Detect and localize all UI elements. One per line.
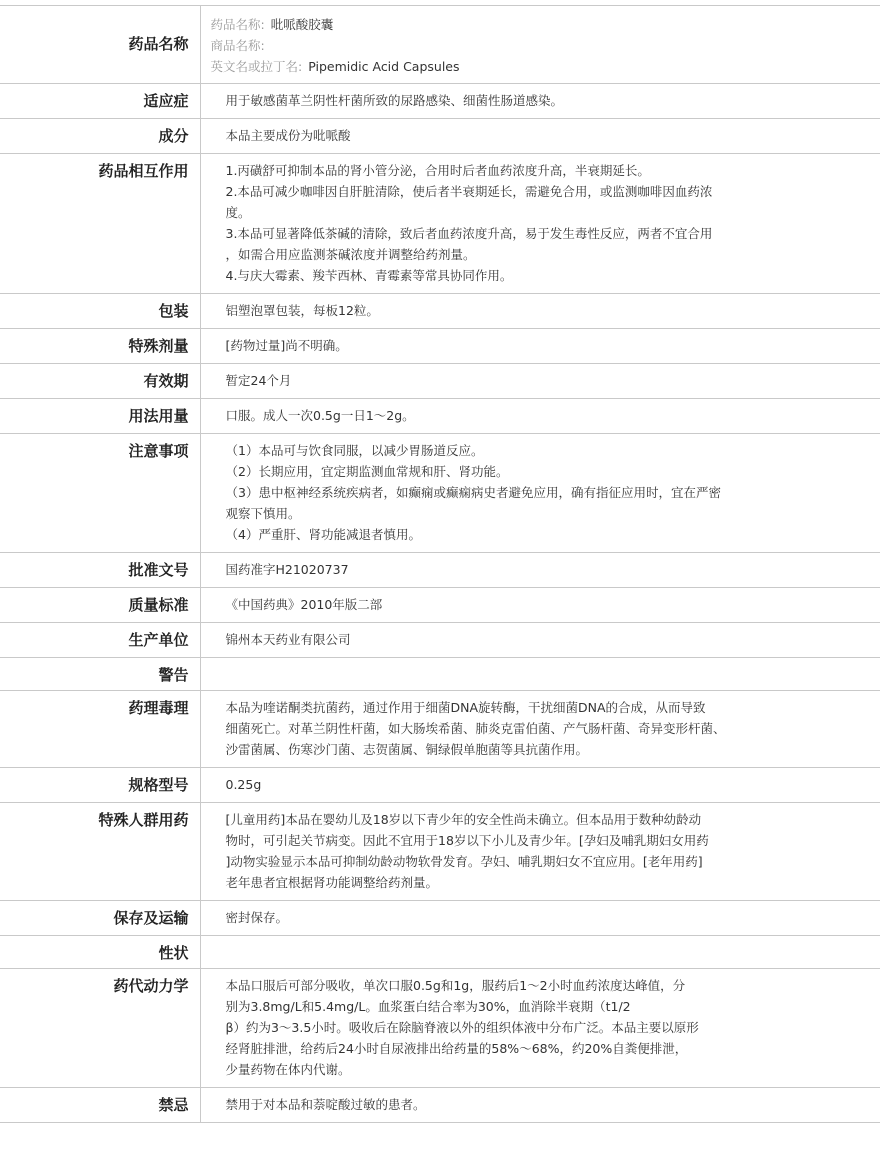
- row-value: [200, 434, 880, 553]
- row-label: 用法用量: [0, 399, 200, 434]
- value-line: [药物过量]尚不明确。: [225, 338, 348, 353]
- row-value: [200, 294, 880, 329]
- row-value: [200, 936, 880, 969]
- value-line: 用于敏感菌革兰阴性杆菌所致的尿路感染、细菌性肠道感染。: [225, 93, 564, 108]
- trade-name-line: [211, 35, 871, 56]
- row-approval: [0, 553, 880, 588]
- row-special-dose: [0, 329, 880, 364]
- row-label: 规格型号: [0, 768, 200, 803]
- value-line: 物时，可引起关节病变。因此不宜用于18岁以下小儿及青少年。[孕妇及哺乳期妇女用药: [225, 833, 709, 848]
- row-value: [200, 364, 880, 399]
- row-precautions: [0, 434, 880, 553]
- value-line: 国药准字H21020737: [225, 562, 349, 577]
- row-standard: [0, 588, 880, 623]
- row-warning: [0, 658, 880, 691]
- empty-value: [226, 664, 871, 683]
- row-label: 药品相互作用: [0, 154, 200, 294]
- english-name-value: Pipemidic Acid Capsules: [308, 59, 460, 74]
- value-line: 暂定24个月: [225, 373, 292, 388]
- value-line: 本品为喹诺酮类抗菌药，通过作用于细菌DNA旋转酶，干扰细菌DNA的合成，从而导致: [225, 700, 706, 715]
- row-label: 保存及运输: [0, 901, 200, 936]
- row-label: 药品名称: [0, 6, 200, 84]
- value-line: 4.与庆大霉素、羧苄西林、青霉素等常具协同作用。: [225, 268, 513, 283]
- row-appearance: [0, 936, 880, 969]
- row-value: [200, 1088, 880, 1123]
- row-drug-name: [0, 6, 880, 84]
- row-label: 生产单位: [0, 623, 200, 658]
- value-line: 沙雷菌属、伤寒沙门菌、志贺菌属、铜绿假单胞菌等具抗菌作用。: [225, 742, 589, 757]
- value-line: 2.本品可减少咖啡因自肝脏清除，使后者半衰期延长，需避免合用，或监测咖啡因血药浓: [225, 184, 713, 199]
- value-line: （1）本品可与饮食同服，以减少胃肠道反应。: [225, 443, 484, 458]
- value-line: 铝塑泡罩包装，每板12粒。: [225, 303, 379, 318]
- row-label: 特殊剂量: [0, 329, 200, 364]
- row-label: 性状: [0, 936, 200, 969]
- drug-name-cell: [200, 6, 880, 84]
- row-special-population: [0, 803, 880, 901]
- row-indications: [0, 84, 880, 119]
- value-line: β）约为3～3.5小时。吸收后在除脑脊液以外的组织体液中分布广泛。本品主要以原形: [225, 1020, 699, 1035]
- row-label: 包装: [0, 294, 200, 329]
- value-line: ，如需合用应监测茶碱浓度并调整给药剂量。: [225, 247, 476, 262]
- value-line: 锦州本天药业有限公司: [225, 632, 351, 647]
- row-value: [200, 803, 880, 901]
- value-line: 口服。成人一次0.5g一日1～2g。: [225, 408, 415, 423]
- value-line: 3.本品可显著降低茶碱的清除，致后者血药浓度升高，易于发生毒性反应，两者不宜合用: [225, 226, 713, 241]
- english-name-label: 英文名或拉丁名:: [210, 59, 303, 74]
- row-pharmacology: [0, 691, 880, 768]
- generic-name-line: [211, 14, 871, 35]
- row-value: [200, 901, 880, 936]
- row-contraindications: [0, 1088, 880, 1123]
- row-label: 药理毒理: [0, 691, 200, 768]
- row-value: [200, 588, 880, 623]
- row-label: 特殊人群用药: [0, 803, 200, 901]
- row-label: 药代动力学: [0, 969, 200, 1088]
- value-line: 别为3.8mg/L和5.4mg/L。血浆蛋白结合率为30%，血消除半衰期（t1/2: [225, 999, 631, 1014]
- row-composition: [0, 119, 880, 154]
- row-spec: [0, 768, 880, 803]
- value-line: 0.25g: [225, 777, 262, 792]
- row-value: [200, 553, 880, 588]
- empty-value: [226, 942, 871, 961]
- row-pharmacokinetics: [0, 969, 880, 1088]
- row-value: [200, 84, 880, 119]
- row-value: [200, 623, 880, 658]
- value-line: 1.丙磺舒可抑制本品的肾小管分泌，合用时后者血药浓度升高，半衰期延长。: [225, 163, 650, 178]
- row-label: 成分: [0, 119, 200, 154]
- row-value: [200, 119, 880, 154]
- row-label: 批准文号: [0, 553, 200, 588]
- row-package: [0, 294, 880, 329]
- value-line: 少量药物在体内代谢。: [225, 1062, 351, 1077]
- value-line: 经肾脏排泄，给药后24小时自尿液排出给药量的58%～68%，约20%自粪便排泄，: [225, 1041, 688, 1056]
- row-value: [200, 969, 880, 1088]
- value-line: 老年患者宜根据肾功能调整给药剂量。: [225, 875, 439, 890]
- generic-name-value: 吡哌酸胶囊: [270, 17, 334, 32]
- drug-spec-table: [0, 5, 880, 1123]
- value-line: 本品主要成份为吡哌酸: [225, 128, 351, 143]
- row-label: 注意事项: [0, 434, 200, 553]
- english-name-line: [211, 56, 871, 77]
- row-value: [200, 329, 880, 364]
- row-expiry: [0, 364, 880, 399]
- row-label: 禁忌: [0, 1088, 200, 1123]
- row-value: [200, 399, 880, 434]
- row-label: 适应症: [0, 84, 200, 119]
- row-value: [200, 658, 880, 691]
- row-storage: [0, 901, 880, 936]
- value-line: 细菌死亡。对革兰阴性杆菌，如大肠埃希菌、肺炎克雷伯菌、产气肠杆菌、奇异变形杆菌、: [225, 721, 726, 736]
- row-manufacturer: [0, 623, 880, 658]
- row-interactions: [0, 154, 880, 294]
- value-line: ]动物实验显示本品可抑制幼龄动物软骨发育。孕妇、哺乳期妇女不宜应用。[老年用药]: [225, 854, 703, 869]
- value-line: 观察下慎用。: [225, 506, 301, 521]
- row-dosage: [0, 399, 880, 434]
- value-line: [儿童用药]本品在婴幼儿及18岁以下青少年的安全性尚未确立。但本品用于数种幼龄动: [225, 812, 702, 827]
- value-line: （4）严重肝、肾功能减退者慎用。: [225, 527, 421, 542]
- value-line: 《中国药典》2010年版二部: [225, 597, 383, 612]
- row-value: [200, 691, 880, 768]
- row-label: 有效期: [0, 364, 200, 399]
- value-line: 禁用于对本品和萘啶酸过敏的患者。: [225, 1097, 426, 1112]
- value-line: 密封保存。: [225, 910, 289, 925]
- trade-name-label: 商品名称:: [210, 38, 265, 53]
- row-label: 警告: [0, 658, 200, 691]
- value-line: 本品口服后可部分吸收，单次口服0.5g和1g，服药后1～2小时血药浓度达峰值，分: [225, 978, 686, 993]
- generic-name-label: 药品名称:: [210, 17, 265, 32]
- value-line: （2）长期应用，宜定期监测血常规和肝、肾功能。: [225, 464, 509, 479]
- value-line: （3）患中枢神经系统疾病者，如癫痫或癫痫病史者避免应用，确有指征应用时，宜在严密: [225, 485, 721, 500]
- value-line: 度。: [225, 205, 251, 220]
- row-label: 质量标准: [0, 588, 200, 623]
- row-value: [200, 154, 880, 294]
- row-value: [200, 768, 880, 803]
